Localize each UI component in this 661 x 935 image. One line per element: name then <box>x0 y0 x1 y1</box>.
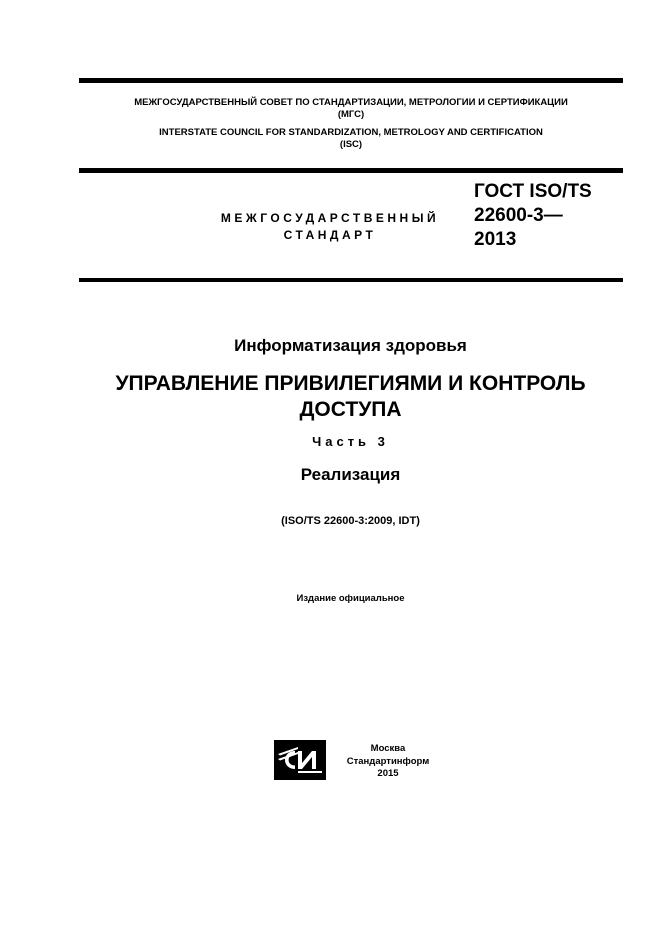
publication-year: 2015 <box>377 768 399 779</box>
bottom-rule <box>79 278 623 282</box>
gost-number <box>474 180 624 252</box>
council-name-en: INTERSTATE COUNCIL FOR STANDARDIZATION, METROLOGY AND CERTIFICATION <box>159 127 543 138</box>
document-title <box>60 371 641 423</box>
edition-label: Издание официальное <box>296 593 405 604</box>
document-title-line2: ДОСТУПА <box>299 398 402 421</box>
document-subject: Информатизация здоровья <box>234 336 467 355</box>
middle-rule <box>79 168 623 173</box>
council-abbr-en: (ISC) <box>339 139 363 150</box>
council-abbr-ru: (МГС) <box>337 109 365 120</box>
standartinform-logo-icon <box>274 740 326 780</box>
council-name-ru: МЕЖГОСУДАРСТВЕННЫЙ СОВЕТ ПО СТАНДАРТИЗАЦИИ, МЕТРОЛОГИИ И СЕРТИФИКАЦИИ <box>134 97 568 108</box>
document-subtitle: Реализация <box>300 465 401 484</box>
gost-number-line1: ГОСТ ISO/TS <box>474 181 592 202</box>
document-origin: (ISO/TS 22600-3:2009, IDT) <box>281 515 420 527</box>
standard-kind <box>190 210 470 244</box>
top-rule <box>79 78 623 83</box>
council-header <box>79 97 623 151</box>
gost-number-line3: 2013 <box>474 229 517 250</box>
standard-kind-line2: СТАНДАРТ <box>283 228 377 242</box>
gost-number-line2: 22600-3— <box>474 205 563 226</box>
publisher-block <box>330 743 446 781</box>
publisher-name: Стандартинформ <box>346 755 430 767</box>
publisher-city: Москва <box>370 743 406 754</box>
document-part: Часть 3 <box>312 434 389 449</box>
document-title-line1: УПРАВЛЕНИЕ ПРИВИЛЕГИЯМИ И КОНТРОЛЬ <box>115 372 586 395</box>
standard-kind-line1: МЕЖГОСУДАРСТВЕННЫЙ <box>220 211 440 225</box>
